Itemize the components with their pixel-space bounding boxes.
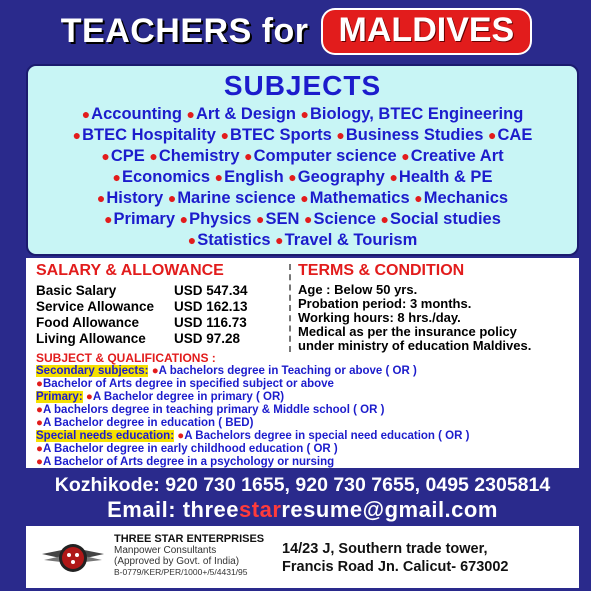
subjects-list xyxy=(38,104,567,251)
bullet-icon: ● xyxy=(288,169,297,185)
bullet-icon: ● xyxy=(167,190,177,206)
subject-label: Primary xyxy=(113,210,176,228)
subject-item xyxy=(380,210,500,228)
bullet-icon: ● xyxy=(177,430,185,442)
subject-item xyxy=(73,126,216,144)
subject-item xyxy=(244,147,397,165)
qual-row xyxy=(36,417,576,430)
email-label: Email: xyxy=(107,497,183,522)
special-label: Special needs education: xyxy=(36,430,175,442)
bullet-icon: ● xyxy=(414,190,423,206)
qual-row xyxy=(36,378,576,391)
bullet-icon: ● xyxy=(151,365,159,377)
subjects-line xyxy=(38,167,567,188)
subject-item xyxy=(221,126,332,144)
header-badge: MALDIVES xyxy=(323,10,531,53)
subject-item xyxy=(149,147,239,165)
subject-item xyxy=(113,168,211,186)
subject-item xyxy=(336,126,483,144)
qual-text: A Bachelor degree in primary ( OR) xyxy=(92,391,285,403)
subject-label: Chemistry xyxy=(158,147,240,165)
qual-row xyxy=(36,391,576,404)
bullet-icon: ● xyxy=(179,211,189,227)
salary-section xyxy=(36,262,286,347)
subject-item xyxy=(389,168,492,186)
terms-row: Probation period: 3 months. xyxy=(298,296,472,311)
subject-item xyxy=(288,168,385,186)
bullet-icon: ● xyxy=(187,232,197,248)
bullet-icon: ● xyxy=(101,148,110,164)
subject-label: Mechanics xyxy=(423,189,509,207)
qual-text: A Bachelors degree in special need education ( OR ) xyxy=(184,430,470,442)
company-license: B-0779/KER/PER/1000+/5/4431/95 xyxy=(114,567,248,577)
bullet-icon: ● xyxy=(81,106,91,122)
subject-label: Physics xyxy=(189,210,252,228)
qual-row xyxy=(36,443,576,456)
subject-label: Economics xyxy=(122,168,211,186)
subject-item xyxy=(401,147,503,165)
subject-label: BTEC Hospitality xyxy=(82,126,216,144)
footer xyxy=(26,526,579,588)
address-line: Francis Road Jn. Calicut- 673002 xyxy=(282,559,509,575)
terms-row: Working hours: 8 hrs./day. xyxy=(298,310,461,325)
qual-text: A Bachelor of Arts degree in a psychology or nursing xyxy=(42,456,335,468)
subject-item xyxy=(275,231,417,249)
header-title: TEACHERS for xyxy=(60,11,309,50)
subject-label: Accounting xyxy=(91,105,182,123)
terms-row: under ministry of education Maldives. xyxy=(298,338,532,353)
subjects-line xyxy=(38,104,567,125)
subject-label: Health & PE xyxy=(398,168,493,186)
subject-label: SEN xyxy=(265,210,300,228)
salary-value: USD 547.34 xyxy=(174,283,248,298)
subject-label: Social studies xyxy=(389,210,501,228)
subject-label: Statistics xyxy=(197,231,271,249)
subject-label: Science xyxy=(313,210,376,228)
salary-label: Service Allowance xyxy=(36,299,155,314)
subject-label: Travel & Tourism xyxy=(284,231,418,249)
info-panel xyxy=(26,258,579,468)
subject-item xyxy=(101,147,144,165)
subject-item xyxy=(215,168,284,186)
subject-item xyxy=(488,126,532,144)
subject-item xyxy=(300,189,409,207)
subject-item xyxy=(104,210,175,228)
email-part: resume@gmail.com xyxy=(281,497,498,522)
contact-bar xyxy=(26,470,579,524)
salary-row xyxy=(36,283,286,299)
subject-label: English xyxy=(224,168,284,186)
subjects-line xyxy=(38,230,567,251)
bullet-icon: ● xyxy=(104,211,113,227)
subject-label: CPE xyxy=(110,147,145,165)
subjects-box xyxy=(26,64,579,256)
qual-row xyxy=(36,404,576,417)
salary-label: Basic Salary xyxy=(36,283,117,298)
bullet-icon: ● xyxy=(220,127,230,143)
email-part: star xyxy=(239,497,282,522)
subject-label: Marine science xyxy=(177,189,296,207)
subjects-line xyxy=(38,125,567,146)
bullet-icon: ● xyxy=(36,404,43,416)
subject-label: CAE xyxy=(497,126,533,144)
subject-label: History xyxy=(106,189,164,207)
qual-row xyxy=(36,430,576,443)
company-name: THREE STAR ENTERPRISES xyxy=(114,533,265,545)
salary-value: USD 162.13 xyxy=(174,299,248,314)
qual-text: A bachelors degree in teaching primary & Middle school ( OR ) xyxy=(42,404,385,416)
salary-label: Living Allowance xyxy=(36,331,146,346)
subject-item xyxy=(304,210,376,228)
email-line xyxy=(26,497,579,523)
bullet-icon: ● xyxy=(401,148,410,164)
bullet-icon: ● xyxy=(214,169,224,185)
bullet-icon: ● xyxy=(275,232,284,248)
company-logo-icon xyxy=(40,536,106,580)
subject-item xyxy=(187,105,296,123)
bullet-icon: ● xyxy=(85,391,93,403)
qual-row xyxy=(36,456,576,469)
bullet-icon: ● xyxy=(36,378,43,390)
subject-item xyxy=(256,210,299,228)
bullet-icon: ● xyxy=(304,211,313,227)
subject-label: Creative Art xyxy=(410,147,504,165)
bullet-icon: ● xyxy=(300,190,309,206)
bullet-icon: ● xyxy=(244,148,253,164)
qual-row xyxy=(36,365,576,378)
terms-section xyxy=(298,262,578,353)
subjects-line xyxy=(38,209,567,230)
qual-text: Bachelor of Arts degree in specified subject or above xyxy=(42,378,334,390)
section-divider xyxy=(289,264,291,352)
bullet-icon: ● xyxy=(36,443,43,455)
subject-label: Business Studies xyxy=(345,126,484,144)
bullet-icon: ● xyxy=(488,127,497,143)
terms-row: Medical as per the insurance policy xyxy=(298,324,517,339)
address-line: 14/23 J, Southern trade tower, xyxy=(282,541,488,557)
subject-item xyxy=(414,189,508,207)
qual-text: A Bachelor degree in education ( BED) xyxy=(42,417,254,429)
subject-item xyxy=(188,231,271,249)
subject-label: Art & Design xyxy=(195,105,296,123)
bullet-icon: ● xyxy=(256,211,265,227)
subject-item xyxy=(97,189,163,207)
terms-title: TERMS & CONDITION xyxy=(298,262,465,279)
salary-row xyxy=(36,315,286,331)
subject-label: BTEC Sports xyxy=(230,126,332,144)
subject-label: Geography xyxy=(297,168,385,186)
bullet-icon: ● xyxy=(112,169,121,185)
bullet-icon: ● xyxy=(36,456,43,468)
salary-value: USD 97.28 xyxy=(174,331,241,346)
company-approval: (Approved by Govt. of India) xyxy=(114,556,240,567)
phone-numbers: Kozhikode: 920 730 1655, 920 730 7655, 0495 2305814 xyxy=(54,474,551,496)
bullet-icon: ● xyxy=(96,190,106,206)
company-subtitle: Manpower Consultants xyxy=(114,545,217,556)
qualifications-section xyxy=(36,352,576,469)
bullet-icon: ● xyxy=(36,417,43,429)
subject-item xyxy=(82,105,182,123)
salary-row xyxy=(36,299,286,315)
salary-label: Food Allowance xyxy=(36,315,140,330)
bullet-icon: ● xyxy=(186,106,195,122)
subject-item xyxy=(180,210,252,228)
salary-row xyxy=(36,331,286,347)
subjects-line xyxy=(38,188,567,209)
bullet-icon: ● xyxy=(72,127,82,143)
terms-row: Age : Below 50 yrs. xyxy=(298,282,418,297)
subject-label: Computer science xyxy=(253,147,397,165)
subject-label: Biology, BTEC Engineering xyxy=(309,105,524,123)
subject-item xyxy=(168,189,296,207)
bullet-icon: ● xyxy=(380,211,389,227)
secondary-label: Secondary subjects: xyxy=(36,365,149,377)
subjects-line xyxy=(38,146,567,167)
bullet-icon: ● xyxy=(149,148,158,164)
qual-text: A Bachelor degree in early childhood education ( OR ) xyxy=(42,443,338,455)
address xyxy=(282,540,572,576)
salary-value: USD 116.73 xyxy=(174,315,247,330)
qualifications-title: SUBJECT & QUALIFICATIONS : xyxy=(36,351,216,365)
bullet-icon: ● xyxy=(300,106,309,122)
bullet-icon: ● xyxy=(336,127,345,143)
primary-label: Primary: xyxy=(36,391,83,403)
subject-label: Mathematics xyxy=(309,189,410,207)
bullet-icon: ● xyxy=(389,169,398,185)
subjects-title: SUBJECTS xyxy=(223,70,382,101)
company-info xyxy=(114,534,294,578)
qual-text: A bachelors degree in Teaching or above ( OR ) xyxy=(158,365,417,377)
header xyxy=(0,0,591,62)
salary-title: SALARY & ALLOWANCE xyxy=(36,262,224,279)
subject-item xyxy=(301,105,524,123)
email-part: three xyxy=(182,497,240,522)
